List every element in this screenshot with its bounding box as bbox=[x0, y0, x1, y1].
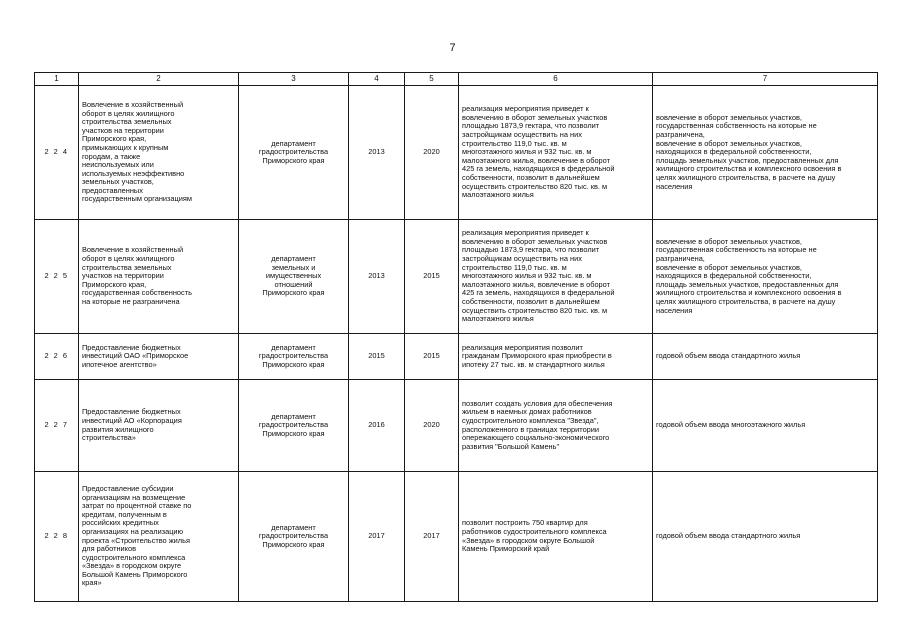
indicator-cell bbox=[653, 472, 878, 602]
expected-result-cell bbox=[459, 472, 653, 602]
expected-result-cell bbox=[459, 86, 653, 220]
column-number: 3 bbox=[239, 73, 349, 86]
executor: департамент земельных и имущественных отношений Приморского края bbox=[262, 254, 325, 298]
executor-cell bbox=[239, 334, 349, 380]
expected-result-cell bbox=[459, 334, 653, 380]
expected-result-cell bbox=[459, 220, 653, 334]
expected-result: позволит создать условия для обеспечения жильем в наемных домах работников судостроительного комплекса "Звезда", расположенного в границах территории опережающего социально-экономического развития "Большой Камень" bbox=[462, 398, 613, 451]
expected-result: реализация мероприятия приведет к вовлечению в оборот земельных участков площадью 1873,9 гектара, что позволит застройщикам осуществить на них строительство 119,0 тыс. кв. м многоэтажного жилья и 932 тыс. кв. м малоэтажного жилья, вовлечение в оборот 425 га земель, находящихся в федеральной собственности, позволит в дальнейшем осуществить строительство 820 тыс. кв. м малоэтажного жилья bbox=[462, 104, 615, 200]
end-year: 2020 bbox=[405, 380, 459, 472]
activity-name-cell bbox=[79, 86, 239, 220]
expected-result-cell bbox=[459, 380, 653, 472]
row-number: 2 2 4 bbox=[35, 86, 79, 220]
activity-name-cell bbox=[79, 220, 239, 334]
expected-result: реализация мероприятия позволит гражданам Приморского края приобрести в ипотеку 27 тыс. кв. м стандартного жилья bbox=[462, 342, 612, 369]
activity-name-cell bbox=[79, 334, 239, 380]
row-number: 2 2 8 bbox=[35, 472, 79, 602]
executor-cell bbox=[239, 86, 349, 220]
indicator: вовлечение в оборот земельных участков, государственная собственность на которые не разграничена, вовлечение в оборот земельных участков, находящихся в федеральной собственности, площадь земельных участков, предоставленных для жилищного строительства и комплексного освоения в целях жилищного строительства, в расчете на душу населения bbox=[656, 112, 842, 191]
row-number: 2 2 7 bbox=[35, 380, 79, 472]
indicator-cell bbox=[653, 86, 878, 220]
expected-result: реализация мероприятия приведет к вовлечению в оборот земельных участков площадью 1873,9 гектара, что позволит застройщикам осуществить на них строительство 119,0 тыс. кв. м многоэтажного жилья и 932 тыс. кв. м малоэтажного жилья, вовлечение в оборот 425 га земель, находящихся в федеральной собственности, позволит в дальнейшем осуществить строительство 820 тыс. кв. м малоэтажного жилья bbox=[462, 228, 615, 324]
activity-name-cell bbox=[79, 380, 239, 472]
start-year: 2017 bbox=[349, 472, 405, 602]
table-row bbox=[35, 472, 878, 602]
end-year: 2020 bbox=[405, 86, 459, 220]
activity-name: Предоставление бюджетных инвестиций ОАО «Приморское ипотечное агентство» bbox=[82, 342, 189, 369]
executor-cell bbox=[239, 220, 349, 334]
indicator-cell bbox=[653, 220, 878, 334]
table-row bbox=[35, 86, 878, 220]
indicator: годовой объем ввода стандартного жилья bbox=[656, 531, 801, 541]
column-number: 7 bbox=[653, 73, 878, 86]
column-number-row bbox=[35, 73, 878, 86]
executor: департамент градостроительства Приморского края bbox=[258, 522, 329, 549]
table-row bbox=[35, 380, 878, 472]
row-number: 2 2 5 bbox=[35, 220, 79, 334]
activity-name: Вовлечение в хозяйственный оборот в целях жилищного строительства земельных участков на территории Приморского края, примыкающих к крупным городам, а также неиспользуемых или используемых неэффективно земельных участков, предоставленных государственным организациям bbox=[82, 99, 192, 204]
row-number: 2 2 6 bbox=[35, 334, 79, 380]
end-year: 2017 bbox=[405, 472, 459, 602]
activity-name: Вовлечение в хозяйственный оборот в целях жилищного строительства земельных участков на территории Приморского края, государственная собственность на которые не разграничена bbox=[82, 245, 192, 306]
activity-name: Предоставление субсидии организациям на возмещение затрат по процентной ставке по кредитам, полученным в российских кредитных организациях на реализацию проекта «Строительство жилья для работников судостроительного комплекса «Звезда» в городском округе Большой Камень Приморского края» bbox=[82, 483, 192, 588]
column-number: 2 bbox=[79, 73, 239, 86]
column-number: 5 bbox=[405, 73, 459, 86]
table-row bbox=[35, 220, 878, 334]
end-year: 2015 bbox=[405, 334, 459, 380]
executor-cell bbox=[239, 380, 349, 472]
activity-name: Предоставление бюджетных инвестиций АО «Корпорация развития жилищного строительства» bbox=[82, 407, 182, 443]
executor-cell bbox=[239, 472, 349, 602]
expected-result: позволит построить 750 квартир для работников судостроительного комплекса «Звезда» в городском округе Большой Камень Приморский край bbox=[462, 518, 607, 554]
start-year: 2015 bbox=[349, 334, 405, 380]
column-number: 4 bbox=[349, 73, 405, 86]
start-year: 2013 bbox=[349, 220, 405, 334]
executor: департамент градостроительства Приморского края bbox=[258, 411, 329, 438]
indicator-cell bbox=[653, 380, 878, 472]
indicator: годовой объем ввода стандартного жилья bbox=[656, 351, 801, 361]
executor: департамент градостроительства Приморского края bbox=[258, 342, 329, 369]
indicator: вовлечение в оборот земельных участков, государственная собственность на которые не разграничена, вовлечение в оборот земельных участков, находящихся в федеральной собственности, площадь земельных участков, предоставленных для жилищного строительства и комплексного освоения в целях жилищного строительства, в расчете на душу населения bbox=[656, 236, 842, 315]
indicator: годовой объем ввода многоэтажного жилья bbox=[656, 420, 806, 430]
column-number: 6 bbox=[459, 73, 653, 86]
executor: департамент градостроительства Приморского края bbox=[258, 138, 329, 165]
activity-name-cell bbox=[79, 472, 239, 602]
end-year: 2015 bbox=[405, 220, 459, 334]
start-year: 2013 bbox=[349, 86, 405, 220]
start-year: 2016 bbox=[349, 380, 405, 472]
page-number: 7 bbox=[449, 42, 456, 54]
program-activities-table bbox=[34, 72, 878, 602]
indicator-cell bbox=[653, 334, 878, 380]
table-row bbox=[35, 334, 878, 380]
column-number: 1 bbox=[35, 73, 79, 86]
